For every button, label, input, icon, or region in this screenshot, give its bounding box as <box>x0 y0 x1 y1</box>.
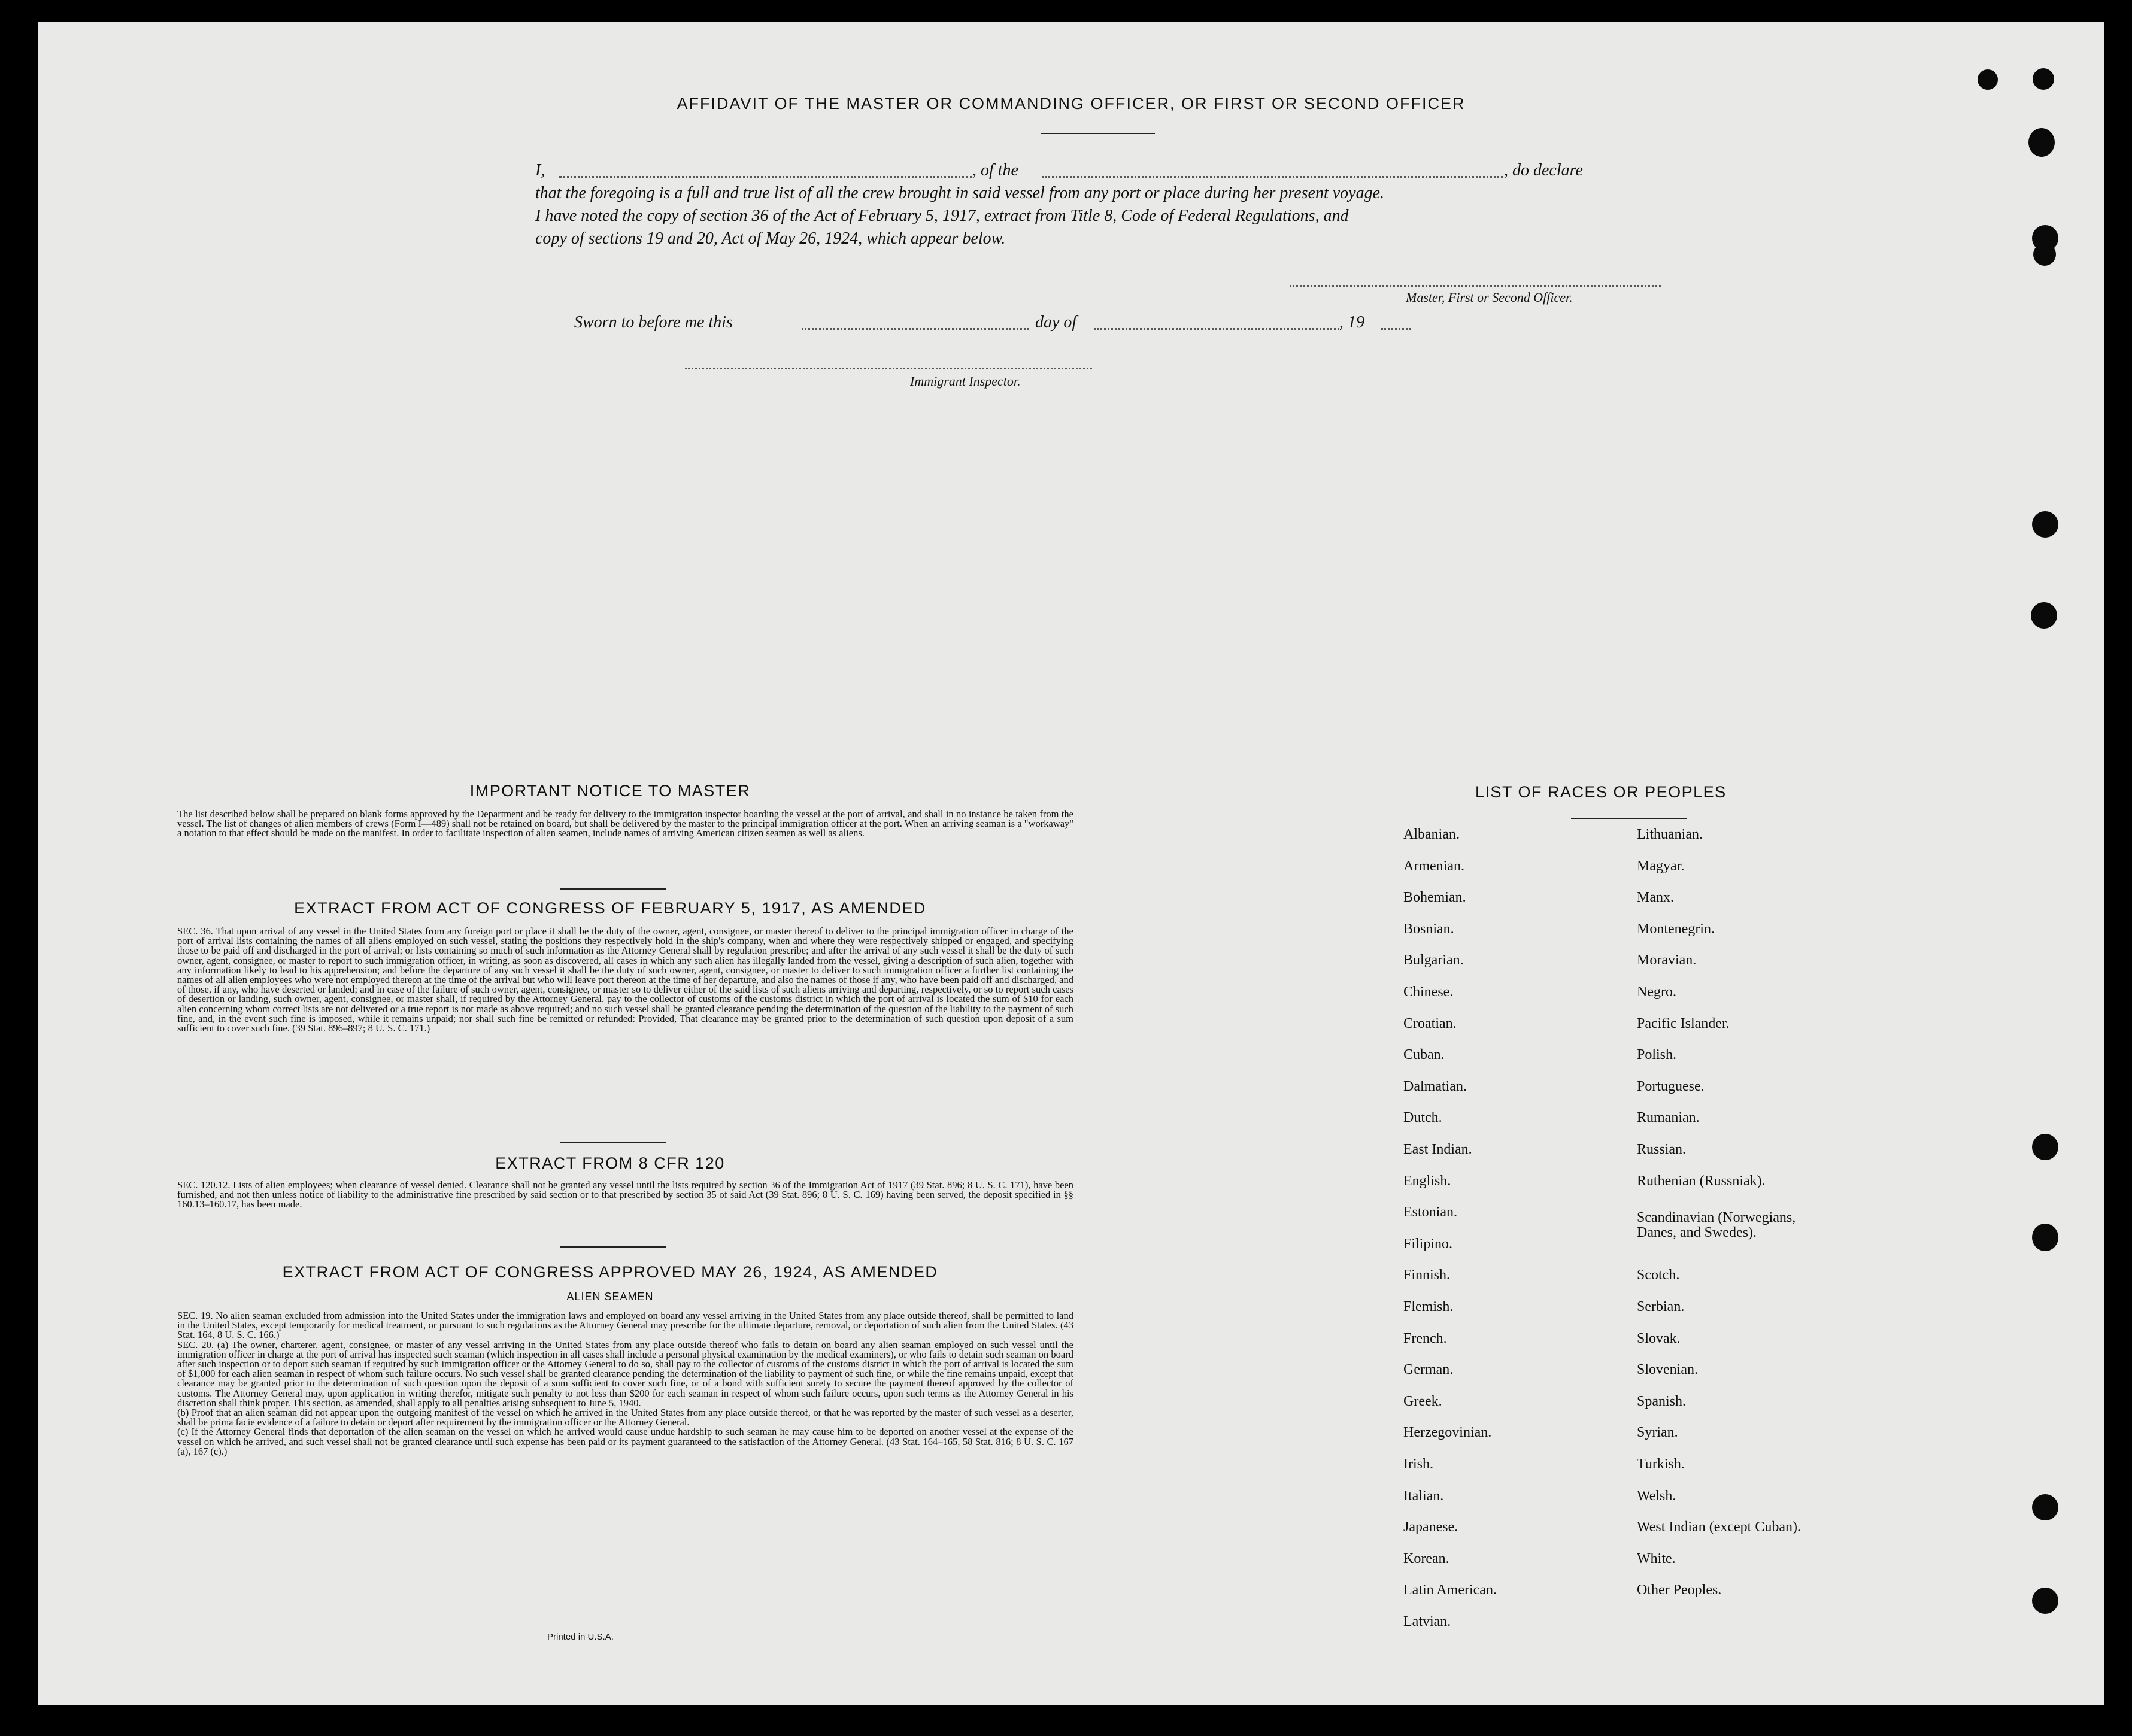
form-sheet <box>38 22 2104 1705</box>
race-item: Syrian. <box>1637 1425 1678 1441</box>
punch-hole <box>2032 1588 2058 1614</box>
inspector-signature-line[interactable] <box>685 368 1092 369</box>
extract1924-heading: EXTRACT FROM ACT OF CONGRESS APPROVED MAY 26, 1924, AS AMENDED <box>282 1263 938 1281</box>
sworn-day-of: day of <box>1035 313 1077 332</box>
race-item: Armenian. <box>1403 858 1464 874</box>
race-item: Dalmatian. <box>1403 1078 1467 1094</box>
race-item: Latin American. <box>1403 1582 1497 1598</box>
race-item: East Indian. <box>1403 1142 1472 1157</box>
affidavit-of-the: , of the <box>972 161 1018 180</box>
affidavit-line4: copy of sections 19 and 20, Act of May 26, 1924, which appear below. <box>535 229 1006 248</box>
name-field[interactable] <box>559 176 972 178</box>
sworn-year-field[interactable] <box>1381 328 1411 330</box>
race-item: Manx. <box>1637 890 1674 906</box>
race-item: West Indian (except Cuban). <box>1637 1519 1801 1535</box>
race-item: Ruthenian (Russniak). <box>1637 1173 1766 1189</box>
race-item: Bosnian. <box>1403 921 1454 937</box>
affidavit-line2: that the foregoing is a full and true list of all the crew brought in said vessel from any port or place during her present voyage. <box>535 184 1385 202</box>
vessel-field[interactable] <box>1042 176 1503 178</box>
race-item: White. <box>1637 1550 1676 1567</box>
affidavit-line1 <box>535 159 1733 183</box>
race-item: Portuguese. <box>1637 1078 1705 1094</box>
race-item: Montenegrin. <box>1637 921 1715 937</box>
race-item: Korean. <box>1403 1550 1449 1567</box>
race-item: Italian. <box>1403 1488 1444 1504</box>
punch-hole <box>2032 1134 2058 1160</box>
races-divider <box>1571 818 1687 819</box>
race-item: Negro. <box>1637 984 1676 1000</box>
affidavit-title: AFFIDAVIT OF THE MASTER OR COMMANDING OFFICER, OR FIRST OR SECOND OFFICER <box>677 95 1466 113</box>
race-item: Scandinavian (Norwegians, Danes, and Swedes). <box>1637 1210 1796 1240</box>
race-item: Moravian. <box>1637 952 1697 969</box>
punch-hole <box>1978 69 1998 90</box>
race-item: Bohemian. <box>1403 890 1466 906</box>
race-item: Russian. <box>1637 1142 1687 1157</box>
race-item: Bulgarian. <box>1403 952 1464 969</box>
race-item: Estonian. <box>1403 1204 1457 1221</box>
race-item: Serbian. <box>1637 1299 1685 1315</box>
race-item: Welsh. <box>1637 1488 1676 1504</box>
race-item: Finnish. <box>1403 1267 1451 1283</box>
punch-hole <box>2033 243 2056 266</box>
punch-hole <box>2032 1224 2058 1251</box>
race-item: Lithuanian. <box>1637 827 1703 842</box>
inspector-label: Immigrant Inspector. <box>910 374 1021 389</box>
sworn-prefix: Sworn to before me this <box>574 313 733 332</box>
race-item: Other Peoples. <box>1637 1582 1722 1598</box>
affidavit-line3: I have noted the copy of section 36 of the Act of February 5, 1917, extract from Title 8, Code of Federal Regulations, and <box>535 207 1349 225</box>
punch-hole <box>2028 128 2055 157</box>
title-divider <box>1041 133 1155 134</box>
race-item: French. <box>1403 1330 1447 1346</box>
extract-cfr-heading: EXTRACT FROM 8 CFR 120 <box>495 1154 725 1172</box>
race-item: Polish. <box>1637 1047 1677 1063</box>
punch-hole <box>2033 68 2054 90</box>
race-item: Magyar. <box>1637 858 1685 874</box>
race-item: Pacific Islander. <box>1637 1015 1730 1031</box>
notice-heading: IMPORTANT NOTICE TO MASTER <box>469 782 751 800</box>
race-item: Latvian. <box>1403 1614 1451 1629</box>
race-item: Slovak. <box>1637 1330 1681 1346</box>
race-item: Japanese. <box>1403 1519 1458 1535</box>
race-item: Slovenian. <box>1637 1362 1698 1378</box>
race-item: Albanian. <box>1403 827 1460 842</box>
sworn-day-field[interactable] <box>802 328 1029 330</box>
race-item: Turkish. <box>1637 1456 1685 1472</box>
race-item: English. <box>1403 1173 1451 1189</box>
printed-in-usa: Printed in U.S.A. <box>547 1632 614 1642</box>
race-item: Scotch. <box>1637 1267 1680 1283</box>
race-item: Rumanian. <box>1637 1110 1700 1126</box>
race-item: German. <box>1403 1362 1454 1378</box>
race-item: Herzegovinian. <box>1403 1425 1492 1441</box>
sworn-year: , 19 <box>1339 313 1364 332</box>
extract1917-heading: EXTRACT FROM ACT OF CONGRESS OF FEBRUARY 5, 1917, AS AMENDED <box>294 899 926 917</box>
extract-cfr-text: SEC. 120.12. Lists of alien employees; when clearance of vessel denied. Clearance shall not be granted any vessel until the lists required by section 36 of the Immigration Act of 1917 (39 Stat. 896; 8 U. S. C. 171), have been furnished, and not then unless notice of liability to the administrative fine prescribed by said section or to that prescribed by section 35 of said Act (39 Stat. 896; 8 U. S. C. 169) having been served, the deposit specified in §§ 160.13–160.17, has been made. <box>177 1180 1073 1210</box>
divider <box>560 1142 666 1143</box>
punch-hole <box>2032 1494 2058 1520</box>
extract1917-text: SEC. 36. That upon arrival of any vessel in the United States from any foreign port or place it shall be the duty of the owner, agent, consignee, or master thereof to deliver to the principal immigration officer in charge of the port of arrival lists containing the names of all aliens employed on such vessel, stating the positions they respectively hold in the ship's company, when and where they were respectively shipped or engaged, and specifying those to be paid off and discharged in the port of arrival; or lists containing so much of such information as the Attorney General shall by regulation prescribe; and after the arrival of any such vessel it shall be the duty of such owner, agent, consignee, or master to report to such immigration officer, in writing, as soon as discovered, all cases in which any such alien has illegally landed from the vessel, giving a description of such alien, together with any information likely to lead to his apprehension; and before the departure of any such vessel it shall be the duty of such owner, agent, consignee, or master to deliver to such immigration officer a further list containing the names of all alien employees who were not employed thereon at the time of the arrival but who will leave port thereon at the time of her departure, and also the names of those if any, who have been paid off and discharged, and of those, if any, who have deserted or landed; and in case of the failure of such owner, agent, consignee, or master so to deliver either of the said lists of such aliens arriving and departing, respectively, or so to report such cases of desertion or landing, such owner, agent, consignee, or master shall, if required by the Attorney General, pay to the collector of customs of the customs district in which the port of arrival is located the sum of $10 for each alien concerning whom correct lists are not delivered or a true report is not made as above required; and no such vessel shall be granted clearance pending the determination of the question of the liability to the payment of such fine, and, in the event such fine is imposed, while it remains unpaid; nor shall such fine be remitted or refunded: Provided, That clearance may be granted prior to the determination of such question upon deposit of a sum sufficient to cover such fine. (39 Stat. 896–897; 8 U. S. C. 171.) <box>177 927 1073 1034</box>
race-item: Flemish. <box>1403 1299 1454 1315</box>
race-item: Irish. <box>1403 1456 1433 1472</box>
punch-hole <box>2032 511 2058 538</box>
extract1924-text: SEC. 19. No alien seaman excluded from admission into the United States under the immigration laws and employed on board any vessel arriving in the United States from any place outside thereof, shall be permitted to land in the United States, except temporarily for medical treatment, or pursuant to such regulations as the Attorney General may prescribe for the ultimate departure, removal, or deportation of such alien from the United States. (43 Stat. 164, 8 U. S. C. 166.) SEC. 20. (a) The owner, charterer, agent, consignee, or master of any vessel arriving in the United States from any place outside thereof who fails to detain on board any alien seaman employed on such vessel until the immigration officer in charge at the port of arrival has inspected such seaman (which inspection in all cases shall include a personal physical examination by the medical examiners), or who fails to detain such seaman on board after such inspection or to deport such seaman if required by such immigration officer or the Attorney General to do so, shall pay to the collector of customs of the customs district in which the port of arrival is located the sum of $1,000 for each alien seaman in respect of whom such failure occurs. No such vessel shall be granted clearance pending the determination of the liability to payment of such fine, or while the fine remains unpaid, except that clearance may be granted prior to the determination of such question upon the deposit of a sum sufficient to cover such fine, or of a bond with sufficient surety to secure the payment thereof approved by the collector of customs. The Attorney General may, upon application in writing therefor, mitigate such penalty to not less than $200 for each seaman in respect of whom such failure occurs, upon such terms as the Attorney General in his discretion shall think proper. This section, as amended, shall apply to all penalties arising subsequent to June 5, 1940. (b) Proof that an alien seaman did not appear upon the outgoing manifest of the vessel on which he arrived in the United States from any place outside thereof, or that he was reported by the master of such vessel as a deserter, shall be prima facie evidence of a failure to detain or deport after requirement by the immigration officer or the Attorney General. (c) If the Attorney General finds that deportation of the alien seaman on the vessel on which he arrived would cause undue hardship to such seaman he may cause him to be deported on another vessel at the expense of the vessel on which he arrived, and such vessel shall not be granted clearance until such expense has been paid or its payment guaranteed to the satisfaction of the Attorney General. (43 Stat. 164–165, 58 Stat. 816; 8 U. S. C. 167 (a), 167 (c).) <box>177 1311 1073 1457</box>
sworn-month-field[interactable] <box>1094 328 1339 330</box>
master-signature-label: Master, First or Second Officer. <box>1406 290 1573 305</box>
race-item: Chinese. <box>1403 984 1454 1000</box>
affidavit-do-declare: , do declare <box>1504 161 1583 180</box>
race-item: Filipino. <box>1403 1236 1453 1252</box>
extract1924-subheading: ALIEN SEAMEN <box>566 1291 654 1303</box>
sworn-line <box>574 311 1472 335</box>
punch-hole <box>2031 602 2057 629</box>
affidavit-i: I, <box>535 161 545 180</box>
race-item: Croatian. <box>1403 1015 1457 1031</box>
race-item: Greek. <box>1403 1393 1442 1409</box>
notice-text: The list described below shall be prepared on blank forms approved by the Department and be ready for delivery to the immigration inspector boarding the vessel at the port of arrival, and shall in no instance be taken from the vessel. The list of changes of alien members of crews (Form I—489) shall not be retained on board, but shall be delivered by the master to the principal immigration officer at the port. When an arriving seaman is a "workaway" a notation to that effect should be made on the manifest. In order to facilitate inspection of alien seamen, include names of arriving American citizen seamen as well as aliens. <box>177 809 1073 839</box>
divider <box>560 1246 666 1248</box>
race-item: Spanish. <box>1637 1393 1687 1409</box>
divider <box>560 888 666 890</box>
race-item: Cuban. <box>1403 1047 1445 1063</box>
race-item: Dutch. <box>1403 1110 1442 1126</box>
master-signature-line[interactable] <box>1290 285 1661 287</box>
races-heading: LIST OF RACES OR PEOPLES <box>1475 783 1727 801</box>
